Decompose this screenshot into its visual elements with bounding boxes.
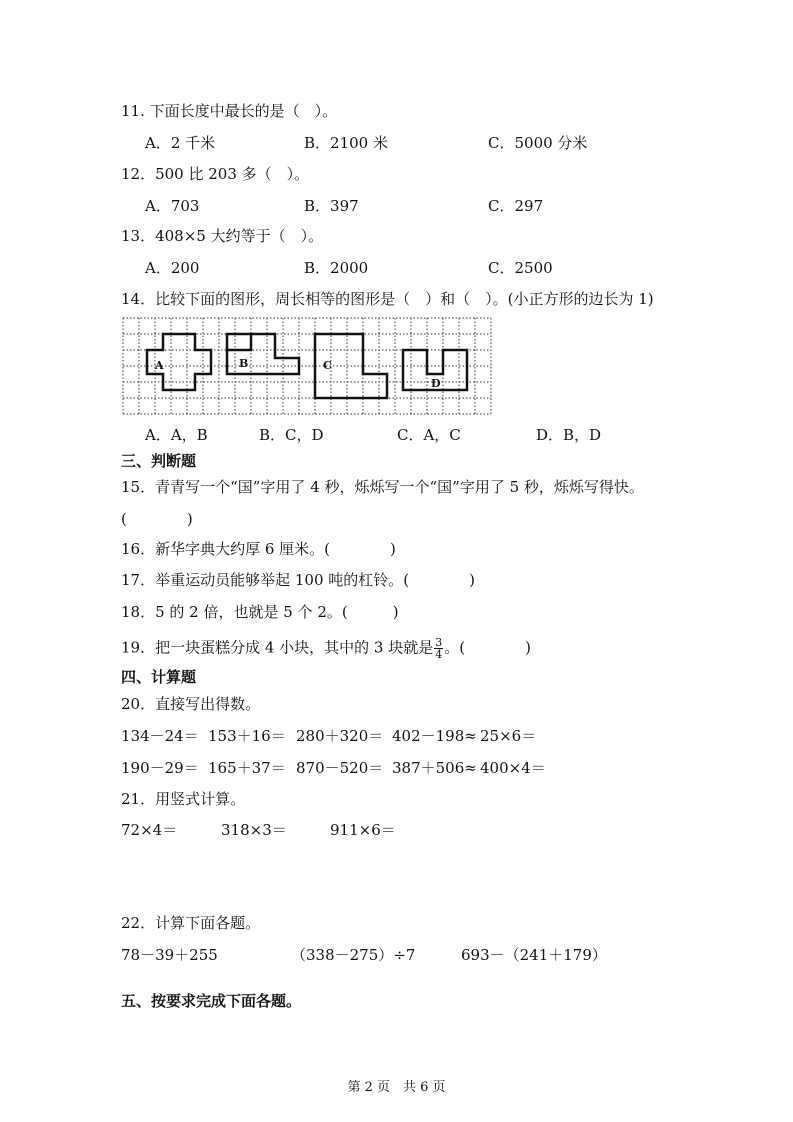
q21-item2: 318×3＝ [221, 821, 287, 839]
q20-row2-item4: 387＋506≈ [392, 759, 477, 777]
q13-option-c: C．2500 [488, 259, 553, 277]
shape-label-a: A [155, 359, 164, 372]
q14-option-a: A．A，B [145, 426, 208, 444]
question-20-stem: 20．直接写出得数。 [121, 695, 261, 713]
q11-option-b: B．2100 米 [304, 134, 388, 152]
q20-row1-item3: 280＋320＝ [296, 727, 384, 745]
shape-label-d: D [431, 377, 441, 390]
question-15-line-1: 15．青青写一个“国”字用了 4 秒，烁烁写一个“国”字用了 5 秒，烁烁写得快。 [121, 478, 644, 496]
q20-row2-item1: 190－29＝ [121, 759, 199, 777]
page-footer: 第 2 页 共 6 页 [347, 1080, 446, 1095]
question-16: 16．新华字典大约厚 6 厘米。( ) [121, 540, 396, 558]
q20-row1-item5: 25×6＝ [480, 727, 537, 745]
question-17: 17．举重运动员能够举起 100 吨的杠铃。( ) [121, 571, 475, 589]
dotted-grid [123, 318, 491, 414]
q22-item3: 693－（241＋179） [461, 946, 607, 964]
question-14-stem: 14．比较下面的图形，周长相等的图形是（ ）和（ ）。(小正方形的边长为 1) [121, 290, 654, 308]
question-13-stem: 13．408×5 大约等于（ ）。 [121, 227, 324, 245]
fraction-three-quarters [434, 637, 443, 660]
q13-option-a: A．200 [145, 259, 200, 277]
question-15-line-2: ( ) [121, 510, 193, 528]
question-18: 18．5 的 2 倍，也就是 5 个 2。( ) [121, 603, 399, 621]
q11-option-c: C．5000 分米 [488, 134, 588, 152]
question-22-stem: 22．计算下面各题。 [121, 914, 261, 932]
q14-option-b: B．C，D [259, 426, 324, 444]
q12-option-c: C．297 [488, 197, 544, 215]
shape-label-c: C [323, 359, 332, 372]
q19-text-after: 。( ) [444, 638, 531, 657]
q20-row1-item2: 153＋16＝ [208, 727, 286, 745]
q20-row2-item2: 165＋37＝ [208, 759, 286, 777]
q14-option-d: D．B，D [536, 426, 602, 444]
fraction-denominator: 4 [435, 648, 443, 661]
q22-item2: （338－275）÷7 [291, 946, 416, 964]
q13-option-b: B．2000 [304, 259, 369, 277]
section-4-heading: 四、计算题 [121, 668, 197, 686]
fraction-numerator: 3 [435, 636, 443, 649]
q20-row1-item1: 134－24＝ [121, 727, 199, 745]
q19-text-before: 19．把一块蛋糕分成 4 小块，其中的 3 块就是 [121, 638, 434, 657]
q12-option-b: B．397 [304, 197, 359, 215]
q20-row2-item5: 400×4＝ [480, 759, 546, 777]
question-12-stem: 12．500 比 203 多（ ）。 [121, 165, 310, 183]
question-11-stem: 11. 下面长度中最长的是（ ）。 [121, 102, 338, 120]
q14-option-c: C．A，C [397, 426, 461, 444]
section-5-heading: 五、按要求完成下面各题。 [121, 992, 302, 1010]
shape-b [227, 334, 299, 374]
q12-option-a: A．703 [145, 197, 200, 215]
q20-row1-item4: 402－198≈ [392, 727, 477, 745]
q22-item1: 78－39＋255 [121, 946, 218, 964]
question-21-stem: 21．用竖式计算。 [121, 790, 246, 808]
grid-figure [121, 316, 493, 416]
q11-option-a: A．2 千米 [145, 134, 216, 152]
question-19 [121, 637, 531, 660]
q21-item3: 911×6＝ [330, 821, 396, 839]
q21-item1: 72×4＝ [121, 821, 178, 839]
section-3-heading: 三、判断题 [121, 452, 197, 470]
shape-label-b: B [239, 357, 249, 370]
q20-row2-item3: 870－520＝ [296, 759, 384, 777]
